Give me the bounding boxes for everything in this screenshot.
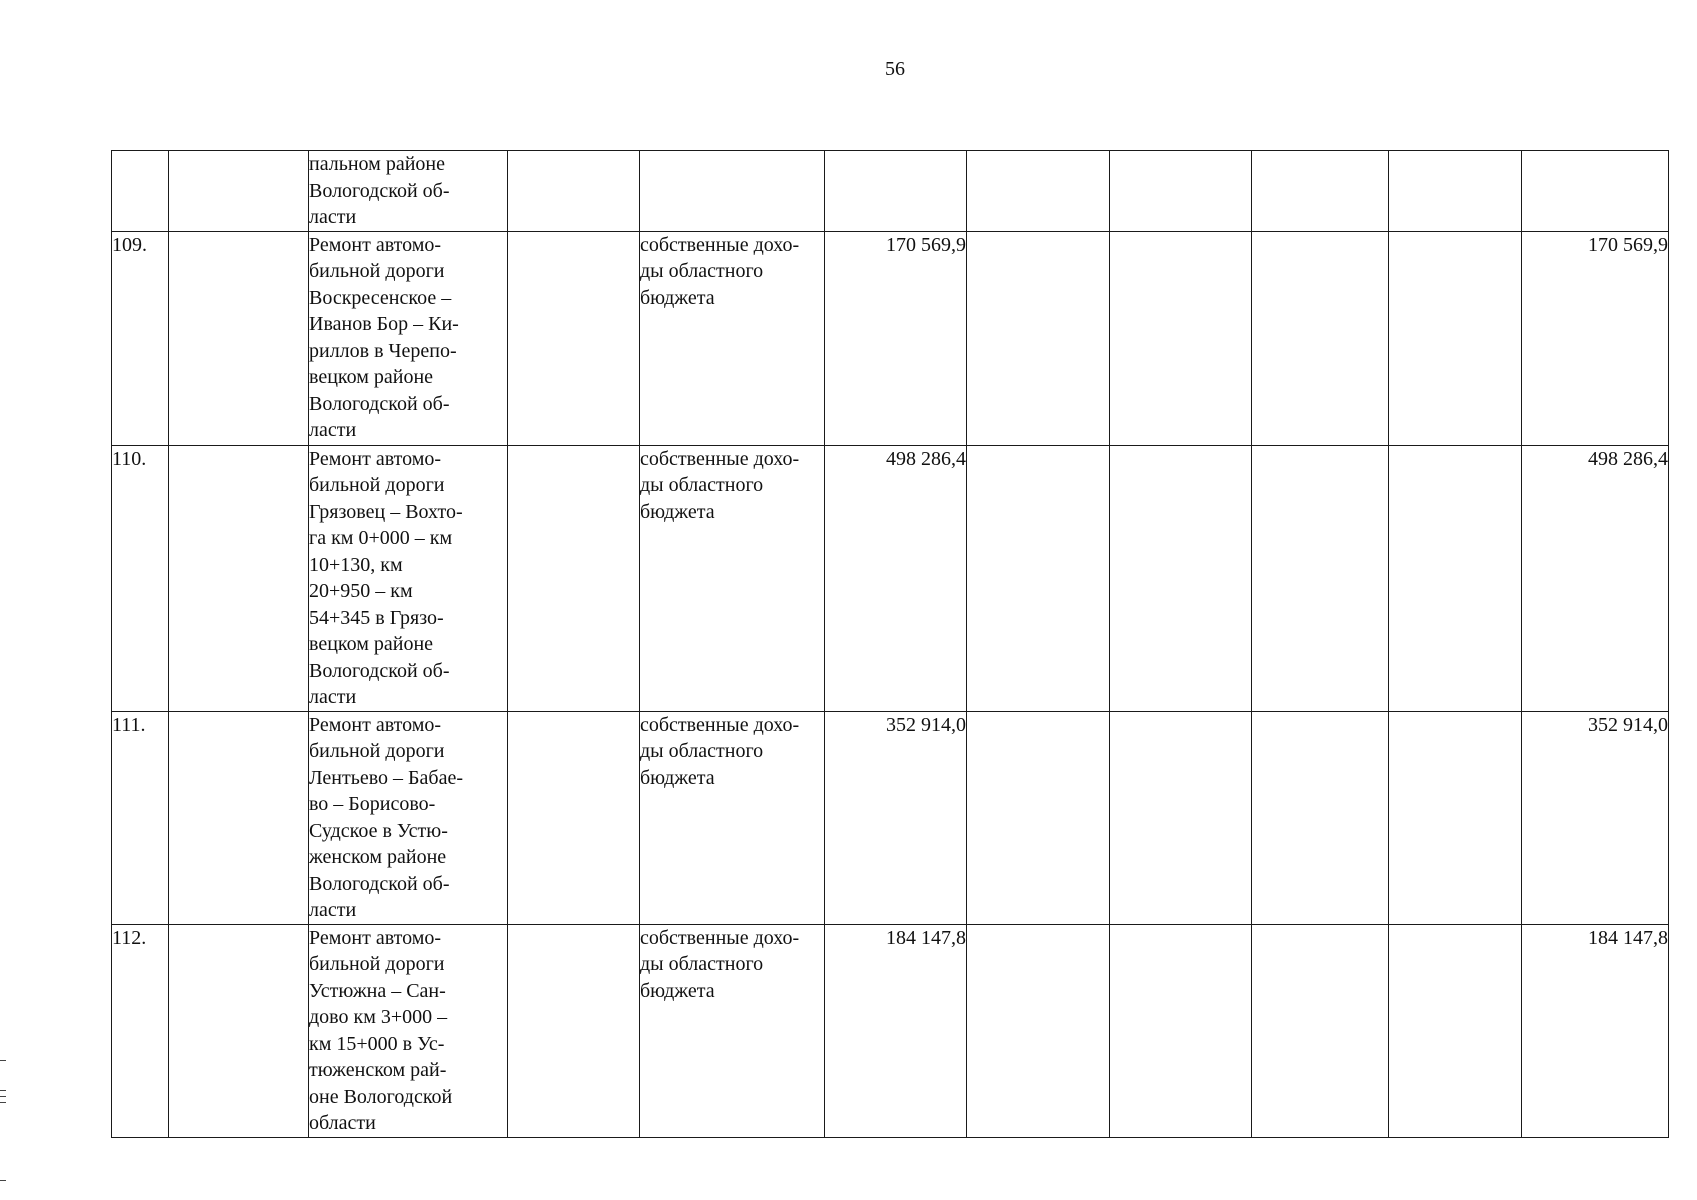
margin-mark <box>0 1102 6 1103</box>
year-amount-cell: 352 914,0 <box>1522 711 1669 924</box>
empty-cell <box>169 151 309 232</box>
object-name: Ремонт автомо- бильной дороги Лентьево – Бабае- во – Борисово- Судское в Устю- женском районе Вологодской об- ласти <box>309 713 464 921</box>
empty-cell <box>1389 231 1522 445</box>
object-name: Ремонт автомо- бильной дороги Устюжна – Сан- дово км 3+000 – км 15+000 в Ус- тюженском рай- оне Вологодской области <box>309 926 453 1134</box>
empty-cell <box>508 711 640 924</box>
empty-cell <box>967 924 1110 1137</box>
page-number: 56 <box>885 58 905 80</box>
object-name-cell <box>309 711 508 924</box>
total-amount-cell: 498 286,4 <box>825 445 967 711</box>
funding-source: собственные дохо- ды областного бюджета <box>640 447 800 523</box>
empty-cell <box>508 151 640 232</box>
object-name-cell <box>309 151 508 232</box>
object-name: пальном районе Вологодской об- ласти <box>309 153 450 228</box>
empty-cell <box>1252 445 1389 711</box>
empty-cell <box>967 445 1110 711</box>
funding-source-cell <box>640 924 825 1137</box>
table-row <box>112 231 1669 445</box>
object-name: Ремонт автомо- бильной дороги Грязовец – Вохто- га км 0+000 – км 10+130, км 20+950 – км 54+345 в Грязо- вецком районе Вологодской об- ласти <box>309 447 463 708</box>
table-row <box>112 151 1669 232</box>
row-number-cell: 109. <box>112 231 169 445</box>
funding-source-cell <box>640 711 825 924</box>
table-row <box>112 445 1669 711</box>
empty-cell <box>1389 151 1522 232</box>
object-name: Ремонт автомо- бильной дороги Воскресенское – Иванов Бор – Ки- риллов в Черепо- вецком районе Вологодской об- ласти <box>309 233 459 441</box>
total-amount-cell <box>825 151 967 232</box>
empty-cell <box>508 924 640 1137</box>
object-name-cell <box>309 924 508 1137</box>
empty-cell <box>1110 924 1252 1137</box>
total-amount-cell: 170 569,9 <box>825 231 967 445</box>
row-number-cell: 111. <box>112 711 169 924</box>
object-name-cell <box>309 445 508 711</box>
empty-cell <box>1389 445 1522 711</box>
budget-table <box>111 150 1669 1138</box>
object-name-cell <box>309 231 508 445</box>
empty-cell <box>1389 924 1522 1137</box>
empty-cell <box>169 924 309 1137</box>
empty-cell <box>169 445 309 711</box>
empty-cell <box>1110 445 1252 711</box>
empty-cell <box>1252 151 1389 232</box>
funding-source-cell <box>640 445 825 711</box>
empty-cell <box>967 231 1110 445</box>
empty-cell <box>1110 711 1252 924</box>
empty-cell <box>967 151 1110 232</box>
empty-cell <box>508 445 640 711</box>
funding-source: собственные дохо- ды областного бюджета <box>640 926 800 1002</box>
margin-mark <box>0 1090 6 1091</box>
table-row <box>112 924 1669 1137</box>
row-number-cell: 110. <box>112 445 169 711</box>
empty-cell <box>1110 151 1252 232</box>
total-amount-cell: 184 147,8 <box>825 924 967 1137</box>
empty-cell <box>1110 231 1252 445</box>
empty-cell <box>1252 231 1389 445</box>
margin-mark <box>0 1180 6 1181</box>
empty-cell <box>169 711 309 924</box>
empty-cell <box>1389 711 1522 924</box>
year-amount-cell: 184 147,8 <box>1522 924 1669 1137</box>
margin-mark <box>0 1060 6 1061</box>
margin-mark <box>0 1096 6 1097</box>
empty-cell <box>508 231 640 445</box>
row-number-cell <box>112 151 169 232</box>
year-amount-cell: 170 569,9 <box>1522 231 1669 445</box>
funding-source-cell <box>640 231 825 445</box>
year-amount-cell: 498 286,4 <box>1522 445 1669 711</box>
funding-source: собственные дохо- ды областного бюджета <box>640 713 800 789</box>
total-amount-cell: 352 914,0 <box>825 711 967 924</box>
row-number-cell: 112. <box>112 924 169 1137</box>
funding-source-cell <box>640 151 825 232</box>
year-amount-cell <box>1522 151 1669 232</box>
empty-cell <box>967 711 1110 924</box>
empty-cell <box>169 231 309 445</box>
empty-cell <box>1252 924 1389 1137</box>
funding-source: собственные дохо- ды областного бюджета <box>640 233 800 309</box>
empty-cell <box>1252 711 1389 924</box>
table-row <box>112 711 1669 924</box>
